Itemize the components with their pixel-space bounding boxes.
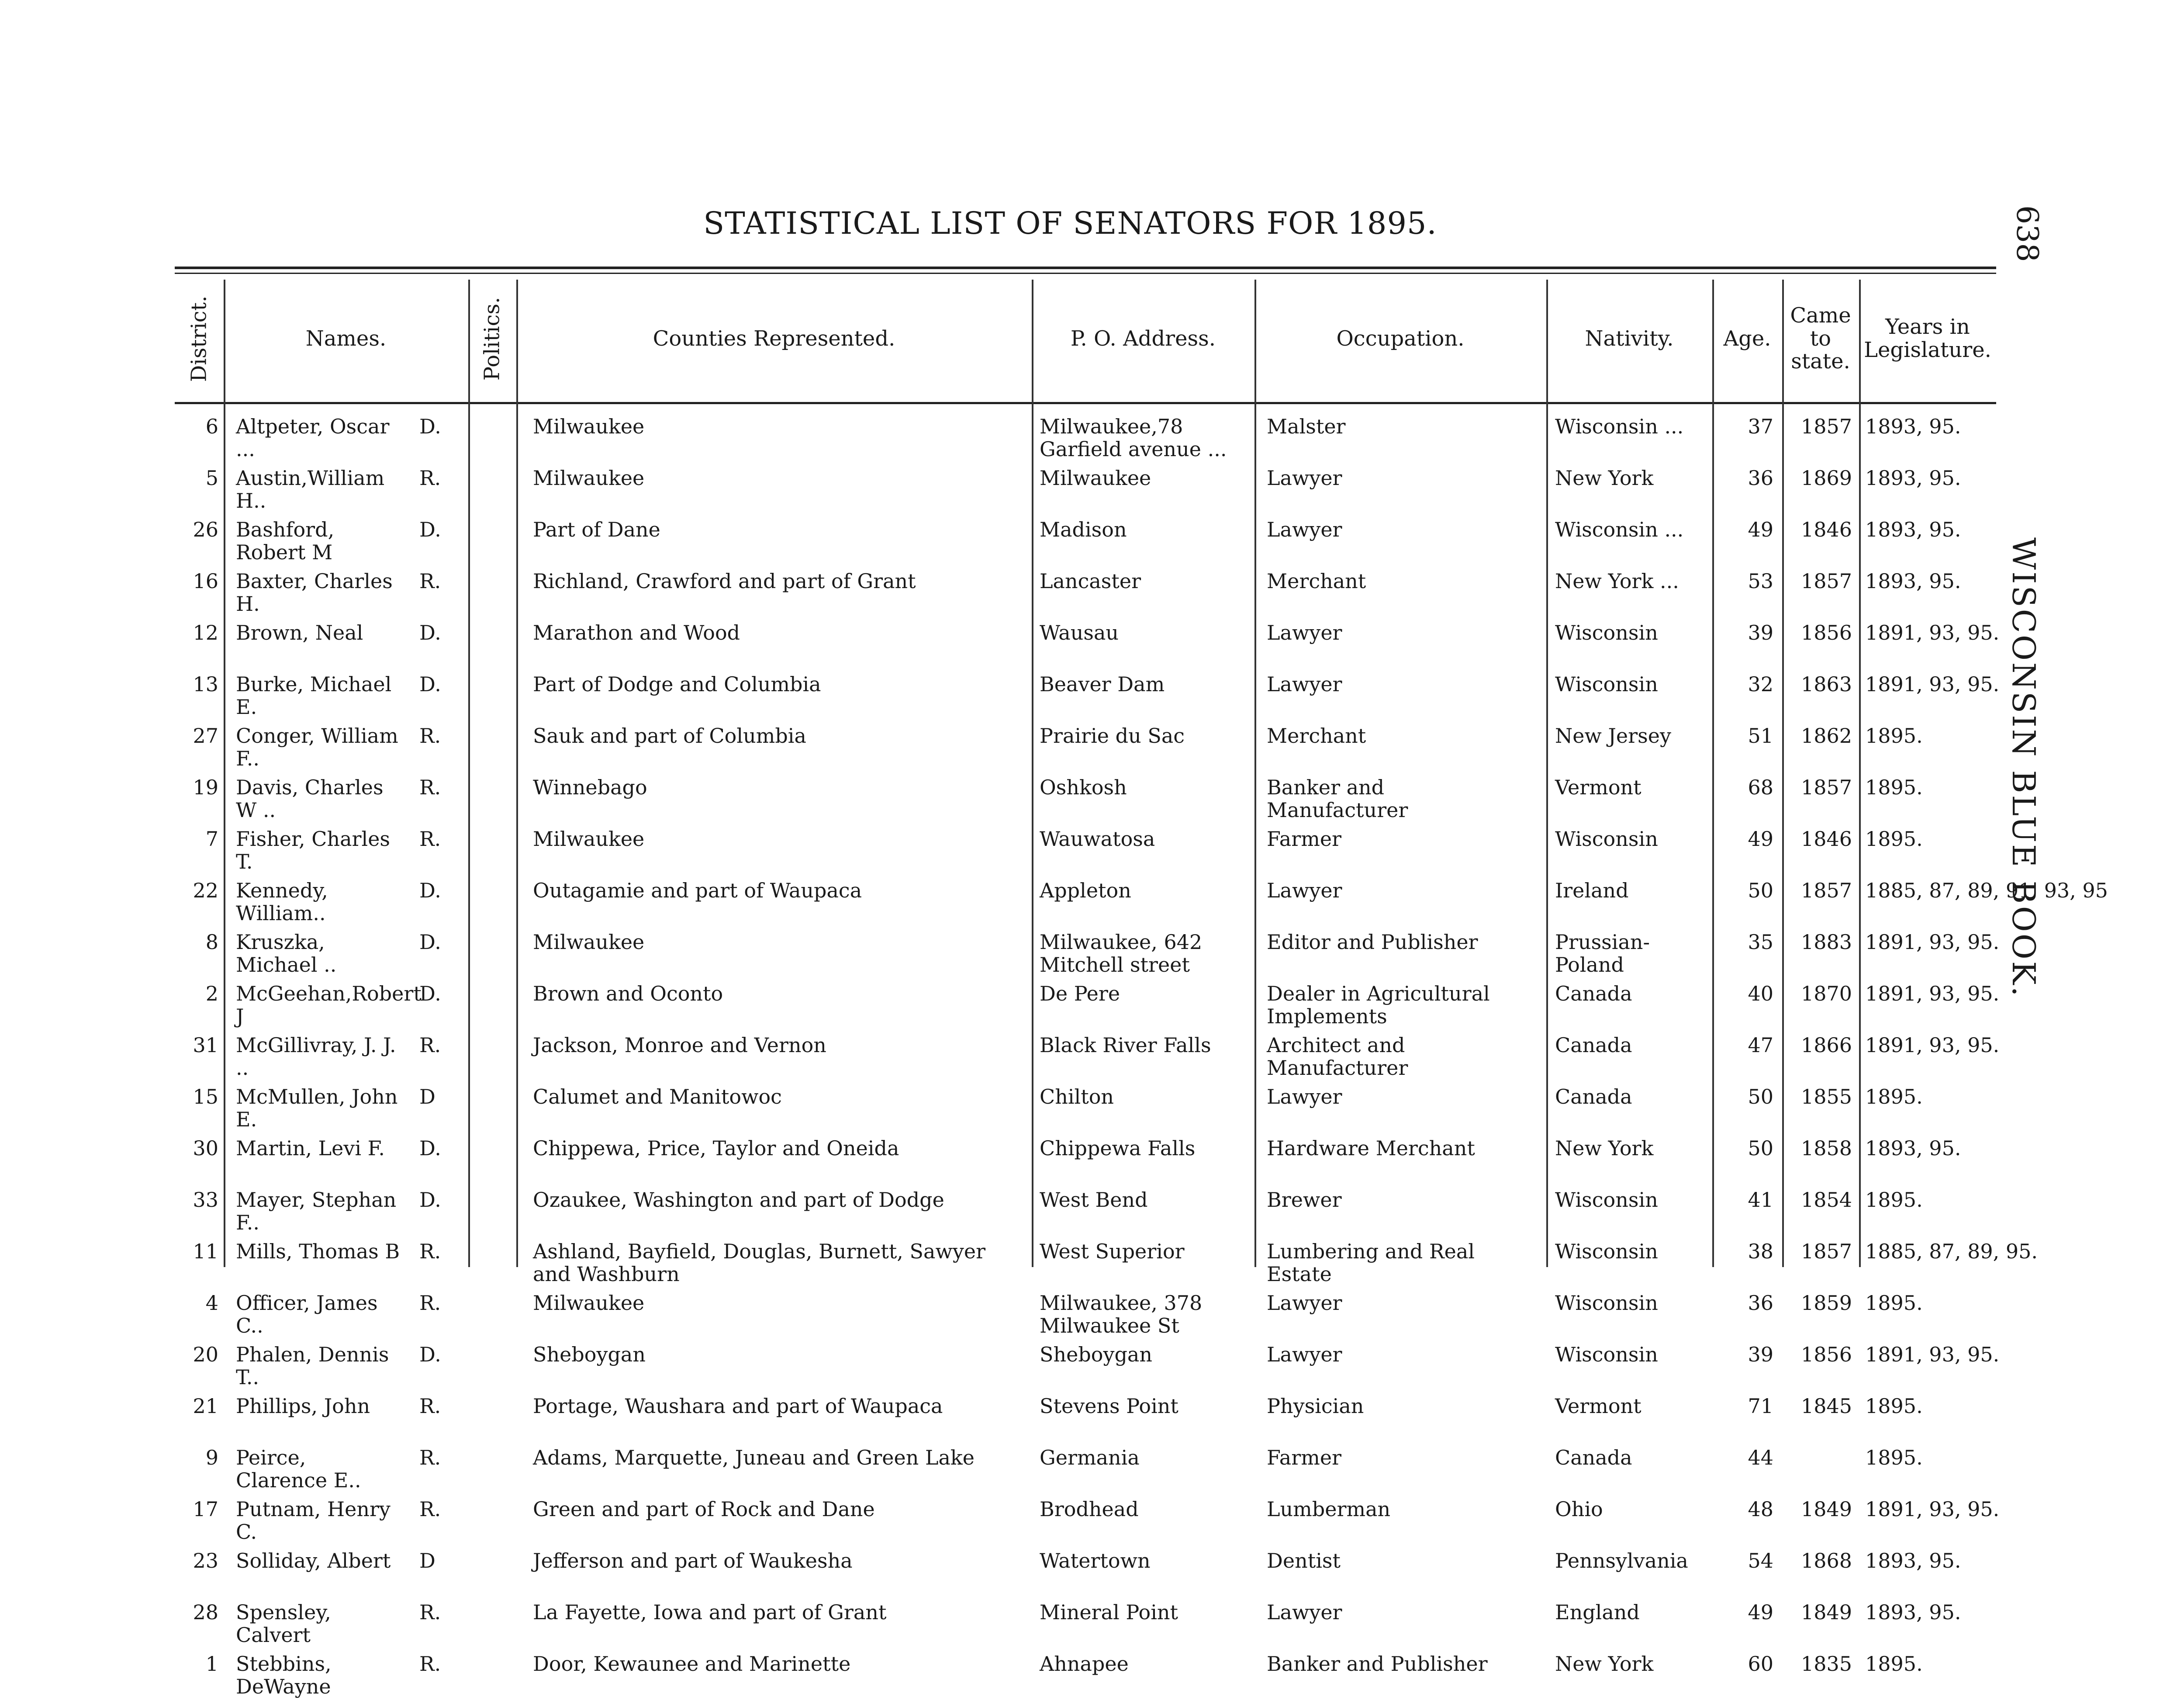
cell-counties: Door, Kewaunee and Marinette — [533, 1652, 851, 1676]
cell-years-in-legislature: 1895. — [1865, 1291, 1923, 1315]
cell-nativity: Prussian-Poland — [1555, 930, 1650, 977]
cell-nativity: New Jersey — [1555, 724, 1671, 748]
cell-name: Austin,William H.. — [236, 466, 385, 513]
cell-came-to-state: 1858 — [1800, 1136, 1852, 1160]
cell-age: 36 — [1748, 466, 1773, 490]
cell-came-to-state: 1855 — [1800, 1085, 1852, 1108]
cell-district: 33 — [193, 1188, 218, 1212]
cell-occupation: Lawyer — [1267, 466, 1342, 490]
cell-years-in-legislature: 1895. — [1865, 724, 1923, 748]
header-district: District. — [187, 295, 211, 382]
cell-name: Mayer, Stephan F.. — [236, 1188, 397, 1234]
cell-po-address: Oshkosh — [1040, 776, 1127, 799]
cell-nativity: Vermont — [1555, 1394, 1641, 1418]
top-rule — [175, 267, 1996, 269]
cell-name: Brown, Neal — [236, 621, 363, 644]
cell-age: 32 — [1748, 672, 1773, 696]
cell-nativity: Wisconsin ... — [1555, 518, 1684, 541]
cell-years-in-legislature: 1891, 93, 95. — [1865, 1033, 2000, 1057]
cell-years-in-legislature: 1891, 93, 95. — [1865, 672, 2000, 696]
cell-politics: D. — [419, 1136, 441, 1160]
cell-politics: R. — [419, 1291, 441, 1315]
cell-district: 13 — [193, 672, 218, 696]
table-row — [175, 879, 2108, 931]
cell-years-in-legislature: 1893, 95. — [1865, 1600, 1961, 1624]
cell-nativity: Wisconsin — [1555, 621, 1658, 644]
cell-occupation: Merchant — [1267, 569, 1366, 593]
cell-name: Martin, Levi F. — [236, 1136, 385, 1160]
top-rule-thin — [175, 273, 1996, 274]
cell-name: McGillivray, J. J. .. — [236, 1033, 396, 1080]
cell-occupation: Lawyer — [1267, 1343, 1342, 1366]
cell-nativity: New York — [1555, 1136, 1654, 1160]
cell-po-address: Black River Falls — [1040, 1033, 1211, 1057]
cell-politics: D. — [419, 672, 441, 696]
cell-counties: Sheboygan — [533, 1343, 646, 1366]
cell-occupation: Dentist — [1267, 1549, 1341, 1572]
cell-po-address: Stevens Point — [1040, 1394, 1178, 1418]
cell-name: Mills, Thomas B — [236, 1240, 400, 1263]
cell-age: 35 — [1748, 930, 1773, 954]
cell-politics: D. — [419, 982, 441, 1005]
cell-age: 40 — [1748, 982, 1773, 1005]
cell-age: 50 — [1748, 1085, 1773, 1108]
table-row — [175, 1137, 1996, 1188]
cell-occupation: Lawyer — [1267, 1600, 1342, 1624]
cell-po-address: Milwaukee, 642 Mitchell street — [1040, 930, 1203, 977]
header-rule — [175, 402, 1996, 404]
cell-counties: Milwaukee — [533, 415, 645, 438]
cell-age: 47 — [1748, 1033, 1773, 1057]
cell-counties: Milwaukee — [533, 827, 645, 851]
cell-politics: D — [419, 1085, 435, 1108]
header-po-address: P. O. Address. — [1070, 326, 1216, 351]
cell-years-in-legislature: 1885, 87, 89, 91, 93, 95 — [1865, 879, 2108, 902]
cell-came-to-state: 1857 — [1800, 879, 1852, 902]
cell-occupation: Malster — [1267, 415, 1346, 438]
cell-politics: R. — [419, 1497, 441, 1521]
cell-district: 16 — [193, 569, 218, 593]
table-row — [175, 518, 1996, 570]
header-names: Names. — [305, 326, 387, 351]
cell-came-to-state: 1870 — [1800, 982, 1852, 1005]
cell-nativity: Canada — [1555, 1446, 1632, 1469]
cell-po-address: Lancaster — [1040, 569, 1141, 593]
table-row — [175, 1395, 1996, 1446]
table-row — [175, 1240, 2038, 1292]
cell-counties: Milwaukee — [533, 930, 645, 954]
cell-age: 49 — [1748, 1600, 1773, 1624]
cell-district: 9 — [205, 1446, 218, 1469]
cell-age: 49 — [1748, 827, 1773, 851]
cell-politics: D. — [419, 879, 441, 902]
cell-name: Stebbins, DeWayne — [236, 1652, 332, 1698]
cell-age: 36 — [1748, 1291, 1773, 1315]
cell-years-in-legislature: 1891, 93, 95. — [1865, 930, 2000, 954]
table-row — [175, 1497, 2000, 1549]
cell-came-to-state: 1856 — [1800, 621, 1852, 644]
cell-politics: R. — [419, 827, 441, 851]
cell-years-in-legislature: 1893, 95. — [1865, 1549, 1961, 1572]
cell-occupation: Lumberman — [1267, 1497, 1391, 1521]
cell-occupation: Lawyer — [1267, 1291, 1342, 1315]
cell-politics: R. — [419, 1240, 441, 1263]
cell-occupation: Farmer — [1267, 1446, 1342, 1469]
cell-age: 50 — [1748, 1136, 1773, 1160]
cell-counties: Ashland, Bayfield, Douglas, Burnett, Sawyer and Washburn — [533, 1240, 986, 1286]
running-head: WISCONSIN BLUE BOOK. — [2005, 537, 2042, 998]
cell-counties: Milwaukee — [533, 466, 645, 490]
cell-politics: R. — [419, 466, 441, 490]
cell-district: 27 — [193, 724, 218, 748]
cell-came-to-state: 1857 — [1800, 1240, 1852, 1263]
cell-nativity: Canada — [1555, 982, 1632, 1005]
cell-district: 28 — [193, 1600, 218, 1624]
table-row — [175, 1446, 1996, 1498]
cell-age: 38 — [1748, 1240, 1773, 1263]
cell-district: 6 — [205, 415, 218, 438]
table-row — [175, 1292, 1996, 1343]
cell-came-to-state: 1862 — [1800, 724, 1852, 748]
cell-came-to-state: 1857 — [1800, 415, 1852, 438]
cell-name: Phillips, John — [236, 1394, 370, 1418]
cell-district: 23 — [193, 1549, 218, 1572]
cell-counties: Portage, Waushara and part of Waupaca — [533, 1394, 943, 1418]
cell-occupation: Merchant — [1267, 724, 1366, 748]
cell-po-address: Brodhead — [1040, 1497, 1139, 1521]
cell-years-in-legislature: 1885, 87, 89, 95. — [1865, 1240, 2038, 1263]
cell-district: 7 — [205, 827, 218, 851]
cell-district: 19 — [193, 776, 218, 799]
cell-district: 15 — [193, 1085, 218, 1108]
header-years-in-legislature: Years in Legislature. — [1864, 315, 1991, 362]
cell-po-address: Milwaukee, 378 Milwaukee St — [1040, 1291, 1203, 1337]
cell-name: Putnam, Henry C. — [236, 1497, 390, 1544]
cell-years-in-legislature: 1895. — [1865, 1394, 1923, 1418]
cell-po-address: Wauwatosa — [1040, 827, 1155, 851]
cell-district: 30 — [193, 1136, 218, 1160]
cell-occupation: Lawyer — [1267, 1085, 1342, 1108]
cell-po-address: Milwaukee,78 Garfield avenue ... — [1040, 415, 1227, 461]
cell-po-address: West Superior — [1040, 1240, 1185, 1263]
cell-occupation: Brewer — [1267, 1188, 1342, 1212]
cell-nativity: New York — [1555, 1652, 1654, 1676]
table-row — [175, 724, 1996, 776]
cell-years-in-legislature: 1891, 93, 95. — [1865, 621, 2000, 644]
cell-counties: Green and part of Rock and Dane — [533, 1497, 875, 1521]
cell-counties: Calumet and Manitowoc — [533, 1085, 782, 1108]
cell-district: 5 — [205, 466, 218, 490]
table-row — [175, 621, 2000, 673]
table-row — [175, 930, 2000, 982]
cell-po-address: Watertown — [1040, 1549, 1151, 1572]
page-title: STATISTICAL LIST OF SENATORS FOR 1895. — [703, 205, 1437, 241]
cell-district: 31 — [193, 1033, 218, 1057]
cell-age: 71 — [1748, 1394, 1773, 1418]
cell-occupation: Farmer — [1267, 827, 1342, 851]
cell-district: 4 — [205, 1291, 218, 1315]
cell-years-in-legislature: 1895. — [1865, 1085, 1923, 1108]
cell-politics: R. — [419, 724, 441, 748]
cell-name: Solliday, Albert — [236, 1549, 391, 1572]
cell-occupation: Editor and Publisher — [1267, 930, 1478, 954]
cell-po-address: De Pere — [1040, 982, 1120, 1005]
cell-name: Davis, Charles W .. — [236, 776, 384, 822]
cell-politics: D. — [419, 930, 441, 954]
cell-came-to-state: 1866 — [1800, 1033, 1852, 1057]
header-age: Age. — [1723, 326, 1771, 351]
cell-came-to-state: 1845 — [1800, 1394, 1852, 1418]
cell-age: 48 — [1748, 1497, 1773, 1521]
cell-po-address: Mineral Point — [1040, 1600, 1178, 1624]
cell-counties: Sauk and part of Columbia — [533, 724, 806, 748]
cell-came-to-state: 1854 — [1800, 1188, 1852, 1212]
cell-district: 26 — [193, 518, 218, 541]
cell-age: 39 — [1748, 1343, 1773, 1366]
cell-occupation: Lawyer — [1267, 621, 1342, 644]
cell-politics: D. — [419, 415, 441, 438]
cell-politics: R. — [419, 1394, 441, 1418]
table-row — [175, 467, 1996, 518]
cell-district: 21 — [193, 1394, 218, 1418]
table-row — [175, 1085, 1996, 1137]
table-row — [175, 1343, 2000, 1395]
cell-po-address: Beaver Dam — [1040, 672, 1165, 696]
cell-age: 51 — [1748, 724, 1773, 748]
cell-nativity: Wisconsin — [1555, 1240, 1658, 1263]
cell-counties: Winnebago — [533, 776, 647, 799]
cell-po-address: Sheboygan — [1040, 1343, 1152, 1366]
cell-nativity: Pennsylvania — [1555, 1549, 1688, 1572]
cell-counties: Adams, Marquette, Juneau and Green Lake — [533, 1446, 975, 1469]
cell-politics: R. — [419, 1033, 441, 1057]
cell-came-to-state: 1846 — [1800, 827, 1852, 851]
cell-age: 53 — [1748, 569, 1773, 593]
cell-po-address: Chippewa Falls — [1040, 1136, 1196, 1160]
cell-po-address: Chilton — [1040, 1085, 1114, 1108]
cell-came-to-state: 1857 — [1800, 776, 1852, 799]
cell-nativity: Wisconsin ... — [1555, 415, 1684, 438]
cell-counties: Richland, Crawford and part of Grant — [533, 569, 916, 593]
cell-years-in-legislature: 1893, 95. — [1865, 569, 1961, 593]
cell-years-in-legislature: 1891, 93, 95. — [1865, 982, 2000, 1005]
header-politics: Politics. — [480, 297, 505, 381]
cell-district: 8 — [205, 930, 218, 954]
table-row — [175, 1188, 1996, 1240]
cell-age: 49 — [1748, 518, 1773, 541]
cell-po-address: West Bend — [1040, 1188, 1148, 1212]
cell-nativity: Canada — [1555, 1033, 1632, 1057]
cell-district: 20 — [193, 1343, 218, 1366]
cell-counties: Jefferson and part of Waukesha — [533, 1549, 853, 1572]
table-row — [175, 672, 2000, 724]
cell-name: Spensley, Calvert — [236, 1600, 331, 1647]
cell-age: 50 — [1748, 879, 1773, 902]
cell-district: 2 — [205, 982, 218, 1005]
table-row — [175, 570, 1996, 621]
cell-name: Kennedy, William.. — [236, 879, 328, 925]
cell-nativity: New York — [1555, 466, 1654, 490]
cell-age: 37 — [1748, 415, 1773, 438]
cell-district: 11 — [193, 1240, 218, 1263]
cell-years-in-legislature: 1893, 95. — [1865, 466, 1961, 490]
cell-came-to-state: 1846 — [1800, 518, 1852, 541]
cell-age: 60 — [1748, 1652, 1773, 1676]
cell-came-to-state: 1859 — [1800, 1291, 1852, 1315]
cell-name: Conger, William F.. — [236, 724, 398, 770]
cell-politics: R. — [419, 1652, 441, 1676]
cell-politics: R. — [419, 569, 441, 593]
cell-counties: Part of Dodge and Columbia — [533, 672, 821, 696]
cell-occupation: Lawyer — [1267, 518, 1342, 541]
cell-counties: Chippewa, Price, Taylor and Oneida — [533, 1136, 899, 1160]
cell-came-to-state: 1883 — [1800, 930, 1852, 954]
cell-came-to-state: 1863 — [1800, 672, 1852, 696]
cell-age: 68 — [1748, 776, 1773, 799]
header-occupation: Occupation. — [1336, 326, 1465, 351]
cell-name: Officer, James C.. — [236, 1291, 378, 1337]
cell-counties: La Fayette, Iowa and part of Grant — [533, 1600, 887, 1624]
cell-age: 54 — [1748, 1549, 1773, 1572]
cell-name: Altpeter, Oscar ... — [236, 415, 390, 461]
cell-nativity: Vermont — [1555, 776, 1641, 799]
cell-name: Fisher, Charles T. — [236, 827, 390, 873]
cell-years-in-legislature: 1895. — [1865, 776, 1923, 799]
cell-politics: R. — [419, 776, 441, 799]
cell-occupation: Dealer in Agricultural Implements — [1267, 982, 1490, 1028]
cell-came-to-state: 1849 — [1800, 1600, 1852, 1624]
table-row — [175, 1601, 1996, 1652]
table-row — [175, 982, 2000, 1034]
cell-age: 41 — [1748, 1188, 1773, 1212]
cell-po-address: Ahnapee — [1040, 1652, 1129, 1676]
cell-name: McGeehan,Robert J — [236, 982, 422, 1028]
cell-name: Burke, Michael E. — [236, 672, 392, 719]
cell-years-in-legislature: 1891, 93, 95. — [1865, 1343, 2000, 1366]
cell-years-in-legislature: 1895. — [1865, 1652, 1923, 1676]
cell-years-in-legislature: 1891, 93, 95. — [1865, 1497, 2000, 1521]
cell-nativity: Wisconsin — [1555, 1343, 1658, 1366]
cell-po-address: Prairie du Sac — [1040, 724, 1185, 748]
cell-politics: D. — [419, 518, 441, 541]
cell-age: 44 — [1748, 1446, 1773, 1469]
cell-came-to-state: 1835 — [1800, 1652, 1852, 1676]
table-row — [175, 828, 1996, 879]
cell-politics: D. — [419, 621, 441, 644]
cell-po-address: Wausau — [1040, 621, 1119, 644]
cell-nativity: Ireland — [1555, 879, 1629, 902]
header-counties: Counties Represented. — [653, 326, 895, 351]
cell-politics: R. — [419, 1600, 441, 1624]
cell-age: 39 — [1748, 621, 1773, 644]
cell-name: Peirce, Clarence E.. — [236, 1446, 361, 1492]
cell-nativity: Wisconsin — [1555, 1291, 1658, 1315]
cell-name: Bashford, Robert M — [236, 518, 335, 564]
cell-counties: Part of Dane — [533, 518, 660, 541]
cell-name: Baxter, Charles H. — [236, 569, 393, 616]
cell-po-address: Milwaukee — [1040, 466, 1151, 490]
cell-name: McMullen, John E. — [236, 1085, 398, 1131]
cell-politics: D. — [419, 1343, 441, 1366]
cell-nativity: Canada — [1555, 1085, 1632, 1108]
table-row — [175, 776, 1996, 828]
cell-came-to-state: 1856 — [1800, 1343, 1852, 1366]
cell-occupation: Lawyer — [1267, 879, 1342, 902]
table-row — [175, 1033, 2000, 1085]
cell-counties: Outagamie and part of Waupaca — [533, 879, 862, 902]
cell-came-to-state: 1869 — [1800, 466, 1852, 490]
cell-politics: R. — [419, 1446, 441, 1469]
cell-occupation: Hardware Merchant — [1267, 1136, 1475, 1160]
cell-occupation: Architect and Manufacturer — [1267, 1033, 1408, 1080]
cell-name: Kruszka, Michael .. — [236, 930, 337, 977]
cell-years-in-legislature: 1895. — [1865, 827, 1923, 851]
cell-district: 17 — [193, 1497, 218, 1521]
cell-occupation: Banker and Manufacturer — [1267, 776, 1408, 822]
cell-years-in-legislature: 1895. — [1865, 1446, 1923, 1469]
table-row — [175, 1652, 1996, 1704]
cell-name: Phalen, Dennis T.. — [236, 1343, 389, 1389]
cell-po-address: Madison — [1040, 518, 1127, 541]
cell-nativity: New York ... — [1555, 569, 1679, 593]
cell-years-in-legislature: 1895. — [1865, 1188, 1923, 1212]
cell-po-address: Appleton — [1040, 879, 1131, 902]
table-row — [175, 415, 1996, 467]
cell-nativity: Wisconsin — [1555, 827, 1658, 851]
cell-occupation: Lawyer — [1267, 672, 1342, 696]
page-number: 638 — [2010, 205, 2044, 262]
header-came-to-state: Came to state. — [1790, 303, 1851, 374]
cell-district: 22 — [193, 879, 218, 902]
cell-years-in-legislature: 1893, 95. — [1865, 415, 1961, 438]
cell-counties: Brown and Oconto — [533, 982, 723, 1005]
header-nativity: Nativity. — [1585, 326, 1674, 351]
cell-nativity: Ohio — [1555, 1497, 1603, 1521]
cell-district: 12 — [193, 621, 218, 644]
cell-occupation: Banker and Publisher — [1267, 1652, 1488, 1676]
cell-counties: Marathon and Wood — [533, 621, 740, 644]
cell-counties: Jackson, Monroe and Vernon — [533, 1033, 826, 1057]
table-row — [175, 1549, 1996, 1601]
cell-years-in-legislature: 1893, 95. — [1865, 518, 1961, 541]
cell-politics: D — [419, 1549, 435, 1572]
cell-years-in-legislature: 1893, 95. — [1865, 1136, 1961, 1160]
cell-occupation: Lumbering and Real Estate — [1267, 1240, 1475, 1286]
cell-district: 1 — [205, 1652, 218, 1676]
cell-po-address: Germania — [1040, 1446, 1140, 1469]
cell-nativity: Wisconsin — [1555, 672, 1658, 696]
cell-counties: Milwaukee — [533, 1291, 645, 1315]
cell-came-to-state: 1868 — [1800, 1549, 1852, 1572]
cell-politics: D. — [419, 1188, 441, 1212]
cell-occupation: Physician — [1267, 1394, 1364, 1418]
cell-nativity: Wisconsin — [1555, 1188, 1658, 1212]
cell-nativity: England — [1555, 1600, 1640, 1624]
cell-came-to-state: 1849 — [1800, 1497, 1852, 1521]
cell-came-to-state: 1857 — [1800, 569, 1852, 593]
cell-counties: Ozaukee, Washington and part of Dodge — [533, 1188, 944, 1212]
